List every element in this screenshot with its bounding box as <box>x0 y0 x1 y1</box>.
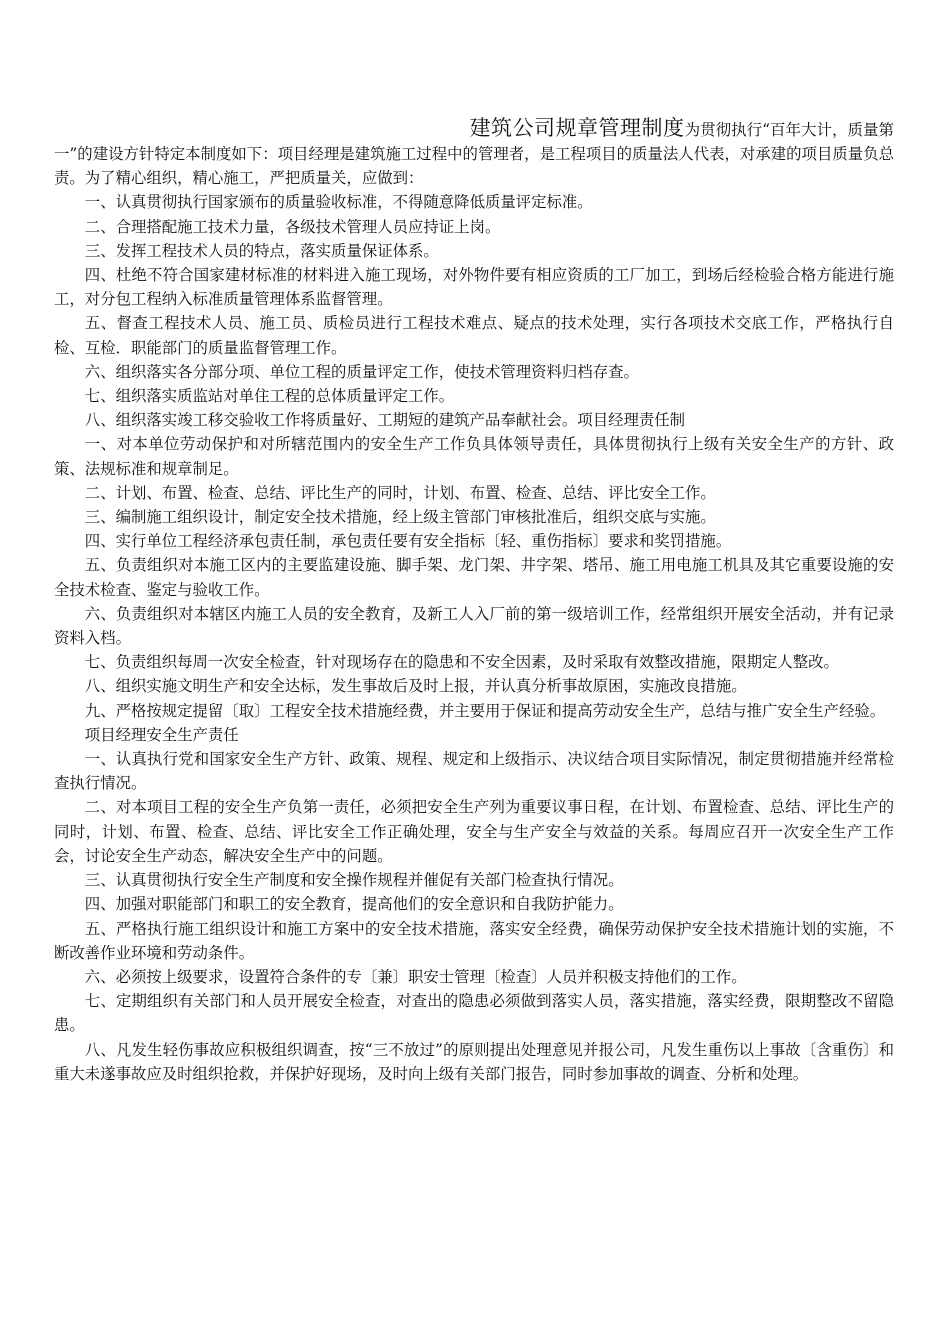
paragraph-list <box>54 190 894 1086</box>
document-page <box>54 116 894 1086</box>
paragraph: 一、认真贯彻执行国家颁布的质量验收标准，不得随意降低质量评定标准。 <box>84 193 593 212</box>
paragraph: 二、对本项目工程的安全生产负第一责任，必须把安全生产列为重要议事日程，在计划、布置检查、总结、评比生产的同时，计划、布置、检查、总结、评比安全工作正确处理，安全与生产安全与效益的关系。每周应召开一次安全生产工作会，讨论安全生产动态，解决安全生产中的问题。 <box>54 798 894 865</box>
paragraph: 五、严格执行施工组织设计和施工方案中的安全技术措施，落实安全经费，确保劳动保护安全技术措施计划的实施，不断改善作业环境和劳动条件。 <box>54 919 894 962</box>
paragraph: 二、计划、布置、检查、总结、评比生产的同时，计划、布置、检查、总结、评比安全工作。 <box>84 483 716 502</box>
paragraph: 六、组织落实各分部分项、单位工程的质量评定工作，使技术管理资料归档存查。 <box>84 362 639 381</box>
document-title: 建筑公司规章管理制度 <box>469 116 685 140</box>
paragraph: 七、组织落实质监站对单住工程的总体质量评定工作。 <box>84 387 455 406</box>
paragraph: 二、合理搭配施工技术力量，各级技术管理人员应持证上岗。 <box>84 217 501 236</box>
paragraph: 四、加强对职能部门和职工的安全教育，提高他们的安全意识和自我防护能力。 <box>84 895 624 914</box>
intro-paragraph: 一”的建设方针特定本制度如下：项目经理是建筑施工过程中的管理者，是工程项目的质量法人代表，对承建的项目质量负总责。为了精心组织，精心施工，严把质量关，应做到： <box>54 145 894 188</box>
paragraph: 三、编制施工组织设计，制定安全技术措施，经上级主管部门审核批准后，组织交底与实施。 <box>84 508 716 527</box>
paragraph: 九、严格按规定提留〔取〕工程安全技术措施经费，并主要用于保证和提高劳动安全生产，总结与推广安全生产经验。 <box>84 701 886 720</box>
paragraph: 四、实行单位工程经济承包责任制，承包责任要有安全指标〔轻、重伤指标〕要求和奖罚措施。 <box>84 532 732 551</box>
paragraph: 四、杜绝不符合国家建材标准的材料进入施工现场，对外物件要有相应资质的工厂加工，到场后经检验合格方能进行施工，对分包工程纳入标准质量管理体系监督管理。 <box>54 266 894 309</box>
title-line <box>54 116 894 142</box>
paragraph: 三、发挥工程技术人员的特点，落实质量保证体系。 <box>84 241 439 260</box>
paragraph: 五、负责组织对本施工区内的主要监建设施、脚手架、龙门架、井字架、塔吊、施工用电施工机具及其它重要设施的安全技术检查、鉴定与验收工作。 <box>54 556 894 599</box>
paragraph: 六、必须按上级要求，设置符合条件的专〔兼〕职安士管理〔检查〕人员并积极支持他们的工作。 <box>84 967 747 986</box>
intro-start: 为贯彻执行“百年大计，质量第 <box>684 121 894 139</box>
paragraph: 八、组织实施文明生产和安全达标，发生事故后及时上报，并认真分析事故原困，实施改良措施。 <box>84 677 747 696</box>
paragraph: 五、督查工程技术人员、施工员、质检员进行工程技术难点、疑点的技术处理，实行各项技术交底工作，严格执行自检、互检．职能部门的质量监督管理工作。 <box>54 314 894 357</box>
paragraph: 一、认真执行党和国家安全生产方针、政策、规程、规定和上级指示、决议结合项目实际情况，制定贯彻措施并经常检查执行情况。 <box>54 750 894 793</box>
paragraph: 一、对本单位劳动保护和对所辖范围内的安全生产工作负具体领导责任，具体贯彻执行上级有关安全生产的方针、政策、法规标准和规章制足。 <box>54 435 894 478</box>
paragraph: 项目经理安全生产责任 <box>84 725 239 744</box>
paragraph: 八、组织落实竣工移交验收工作将质量好、工期短的建筑产品奉献社会。项目经理责任制 <box>84 411 686 430</box>
paragraph: 七、负责组织每周一次安全检查，针对现场存在的隐患和不安全因素，及时采取有效整改措施，限期定人整改。 <box>84 653 839 672</box>
paragraph: 三、认真贯彻执行安全生产制度和安全操作规程并催促有关部门检查执行情况。 <box>84 871 624 890</box>
paragraph: 六、负责组织对本辖区内施工人员的安全教育，及新工人入厂前的第一级培训工作，经常组织开展安全活动，并有记录资料入档。 <box>54 604 894 648</box>
paragraph: 七、定期组织有关部门和人员开展安全检查，对查出的隐患必须做到落实人员，落实措施，落实经费，限期整改不留隐患。 <box>54 992 894 1035</box>
paragraph: 八、凡发生轻伤事故应积极组织调查，按“三不放过”的原则提出处理意见并报公司，凡发生重伤以上事故〔含重伤〕和重大未遂事故应及时组织抢救，并保护好现场，及时向上级有关部门报告，同时参加事故的调查、分析和处理。 <box>54 1040 894 1083</box>
